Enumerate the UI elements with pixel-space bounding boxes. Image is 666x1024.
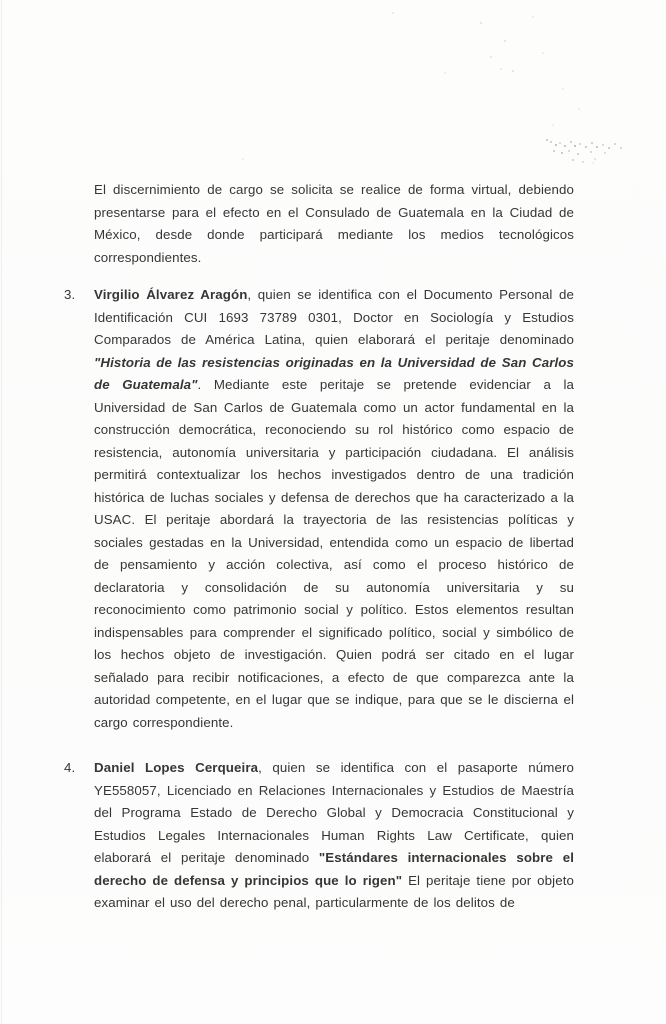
expert-name-daniel: Daniel Lopes Cerqueira <box>94 760 259 775</box>
intro-paragraph: El discernimiento de cargo se solicita se realice de forma virtual, debiendo presentarse para el efecto en el Consulado de Guatemala en la Ciudad de México, desde donde participará mediante los medios tecnológicos correspondientes. <box>94 182 574 265</box>
list-item-3 <box>64 284 574 734</box>
list-item-3-body-2: . Mediante este peritaje se pretende evidenciar a la Universidad de San Carlos de Guatemala como un actor fundamental en la construcción democrática, reconociendo su rol histórico como espacio de resistencia, autonomía universitaria y participación ciudadana. El análisis permitirá contextualizar los hechos investigados dentro de una tradición histórica de luchas sociales y defensa de derechos que ha caracterizado a la USAC. El peritaje abordará la trayectoria de las resistencias políticas y sociales gestadas en la Universidad, entendida como un espacio de libertad de pensamiento y acción colectiva, así como el proceso histórico de declaratoria y consolidación de su autonomía universitaria y su reconocimiento como patrimonio social y político. Estos elementos resultan indispensables para comprender el significado político, social y simbólico de los hechos objeto de investigación. Quien podrá ser citado en el lugar señalado para recibir notificaciones, a efecto de que comparezca ante la autoridad competente, en el lugar que se indique, para que se le discierna el cargo correspondiente. <box>94 377 574 730</box>
expert-name-virgilio: Virgilio Álvarez Aragón <box>94 287 248 302</box>
scan-edge-line <box>1 0 2 1024</box>
list-item-3-number: 3. <box>64 287 76 302</box>
scan-noise-specks <box>392 12 394 14</box>
report-title-estandares: "Estándares internacionales sobre el derecho de defensa y principios que lo rigen" <box>94 850 574 888</box>
document-text-block <box>64 179 574 915</box>
list-item-4-body-1: , quien se identifica con el pasaporte número YE558057, Licenciado en Relaciones Internacionales y Estudios de Maestría del Programa Estado de Derecho Global y Democracia Constitucional y Estudios Legales Internacionales Human Rights Law Certificate, quien elaborará el peritaje denominado <box>94 760 574 865</box>
list-item-4-number: 4. <box>64 760 76 775</box>
list-item-3-body-1: , quien se identifica con el Documento Personal de Identificación CUI 1693 73789 0301, Doctor en Sociología y Estudios Comparados de América Latina, quien elaborará el peritaje denominado <box>94 287 574 347</box>
list-item-4-text <box>94 757 574 915</box>
list-item-4 <box>64 757 574 915</box>
pencil-smudge-artifact <box>546 139 548 141</box>
report-title-historia: "Historia de las resistencias originadas en la Universidad de San Carlos de Guatemala" <box>94 354 574 392</box>
list-item-4-body-2: El peritaje tiene por objeto examinar el uso del derecho penal, particularmente de los delitos de <box>94 872 574 910</box>
list-item-3-text <box>94 284 574 734</box>
